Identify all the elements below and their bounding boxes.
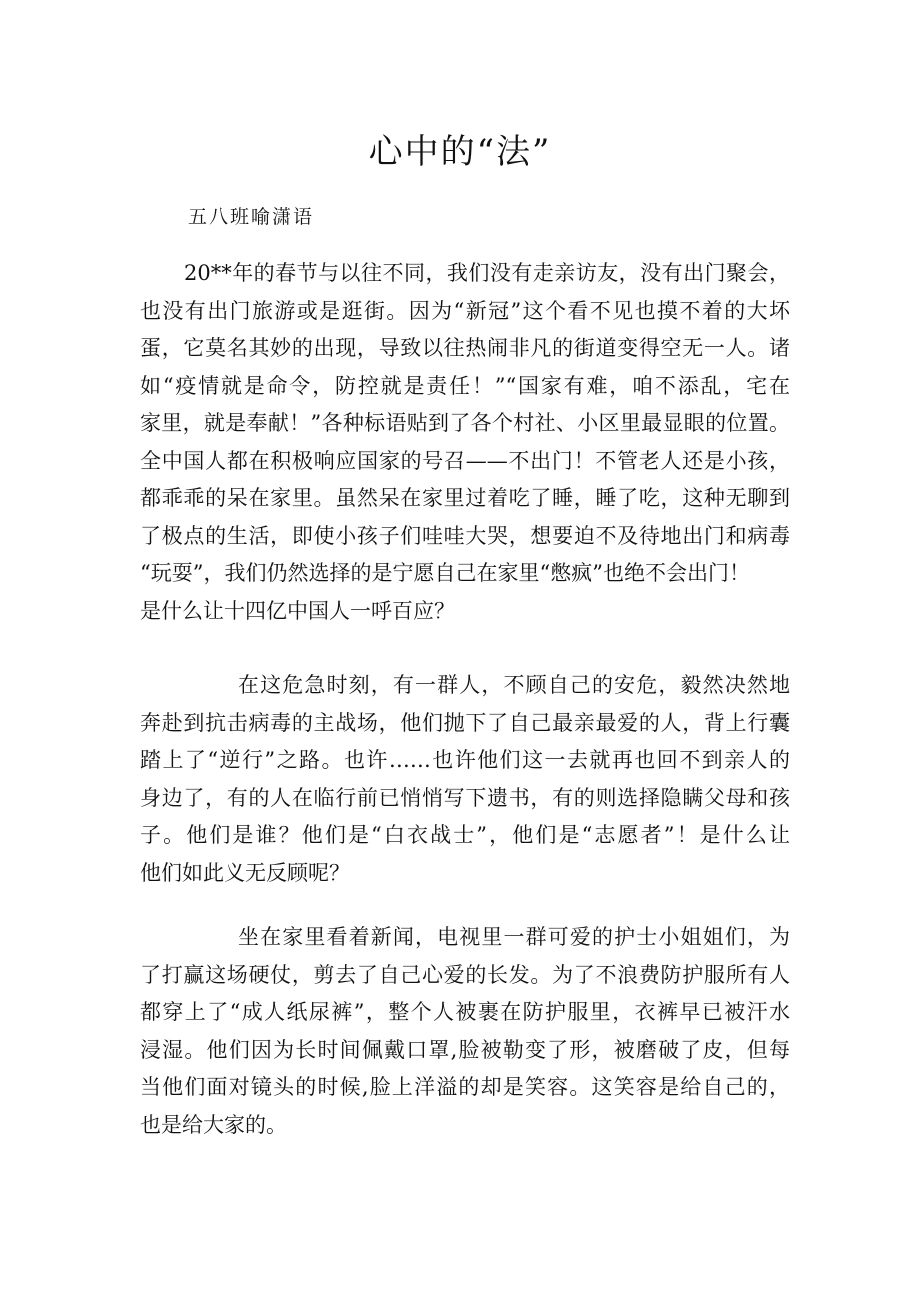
paragraph-line: 当他们面对镜头的时候,脸上洋溢的却是笑容。这笑容是给自己的， xyxy=(140,1075,790,1099)
paragraph-line: 家里，就是奉献！”各种标语贴到了各个村社、小区里最显眼的位置。 xyxy=(140,411,790,435)
paragraph-line: 都乖乖的呆在家里。虽然呆在家里过着吃了睡，睡了吃，这种无聊到 xyxy=(140,486,790,510)
paragraph-line: 身边了，有的人在临行前已悄悄写下遗书，有的则选择隐瞒父母和孩 xyxy=(140,785,790,810)
paragraph-line: 浸湿。他们因为长时间佩戴口罩,脸被勒变了形，被磨破了皮，但每 xyxy=(140,1037,790,1062)
paragraph-line: 全中国人都在积极响应国家的号召——不出门！不管老人还是小孩， xyxy=(140,448,790,473)
author-line: 五八班喻潇语 xyxy=(188,206,315,228)
paragraph-line: 在这危急时刻，有一群人，不顾自己的安危，毅然决然地 xyxy=(238,673,790,697)
paragraph-2 xyxy=(140,667,790,892)
paragraph-line: 踏上了“逆行”之路。也许……也许他们这一去就再也回不到亲人的 xyxy=(140,748,790,772)
paragraph-line: 子。他们是谁？他们是“白衣战士”，他们是“志愿者”！是什么让 xyxy=(140,823,790,847)
paragraph-line: 如“疫情就是命令，防控就是责任！”“国家有难，咱不添乱，宅在 xyxy=(140,373,790,398)
paragraph-line: 坐在家里看着新闻，电视里一群可爱的护士小姐姐们，为 xyxy=(238,925,790,949)
paragraph-line: 20**年的春节与以往不同，我们没有走亲访友，没有出门聚会， xyxy=(184,261,790,285)
paragraph-line: 也没有出门旅游或是逛街。因为“新冠”这个看不见也摸不着的大坏 xyxy=(140,298,790,323)
paragraph-3 xyxy=(140,919,790,1144)
paragraph-line: 了打赢这场硬仗，剪去了自己心爱的长发。为了不浪费防护服所有人 xyxy=(140,962,790,987)
paragraph-line: 是什么让十四亿中国人一呼百应？ xyxy=(140,598,455,623)
paragraph-line: 蛋，它莫名其妙的出现，导致以往热闹非凡的街道变得空无一人。诸 xyxy=(140,336,790,360)
paragraph-line: 奔赴到抗击病毒的主战场，他们抛下了自己最亲最爱的人，背上行囊 xyxy=(140,710,790,735)
paragraph-line: 也是给大家的。 xyxy=(140,1112,287,1137)
paragraph-line: “玩耍”，我们仍然选择的是宁愿自己在家里“憋疯”也绝不会出门！ xyxy=(140,561,750,585)
paragraph-1 xyxy=(140,255,790,630)
paragraph-line: 他们如此义无反顾呢？ xyxy=(140,860,350,885)
paragraph-line: 了极点的生活，即使小孩子们哇哇大哭，想要迫不及待地出门和病毒 xyxy=(140,523,790,548)
paragraph-line: 都穿上了“成人纸尿裤”，整个人被裹在防护服里，衣裤早已被汗水 xyxy=(140,1000,790,1024)
document-title: 心中的“法” xyxy=(368,132,552,172)
